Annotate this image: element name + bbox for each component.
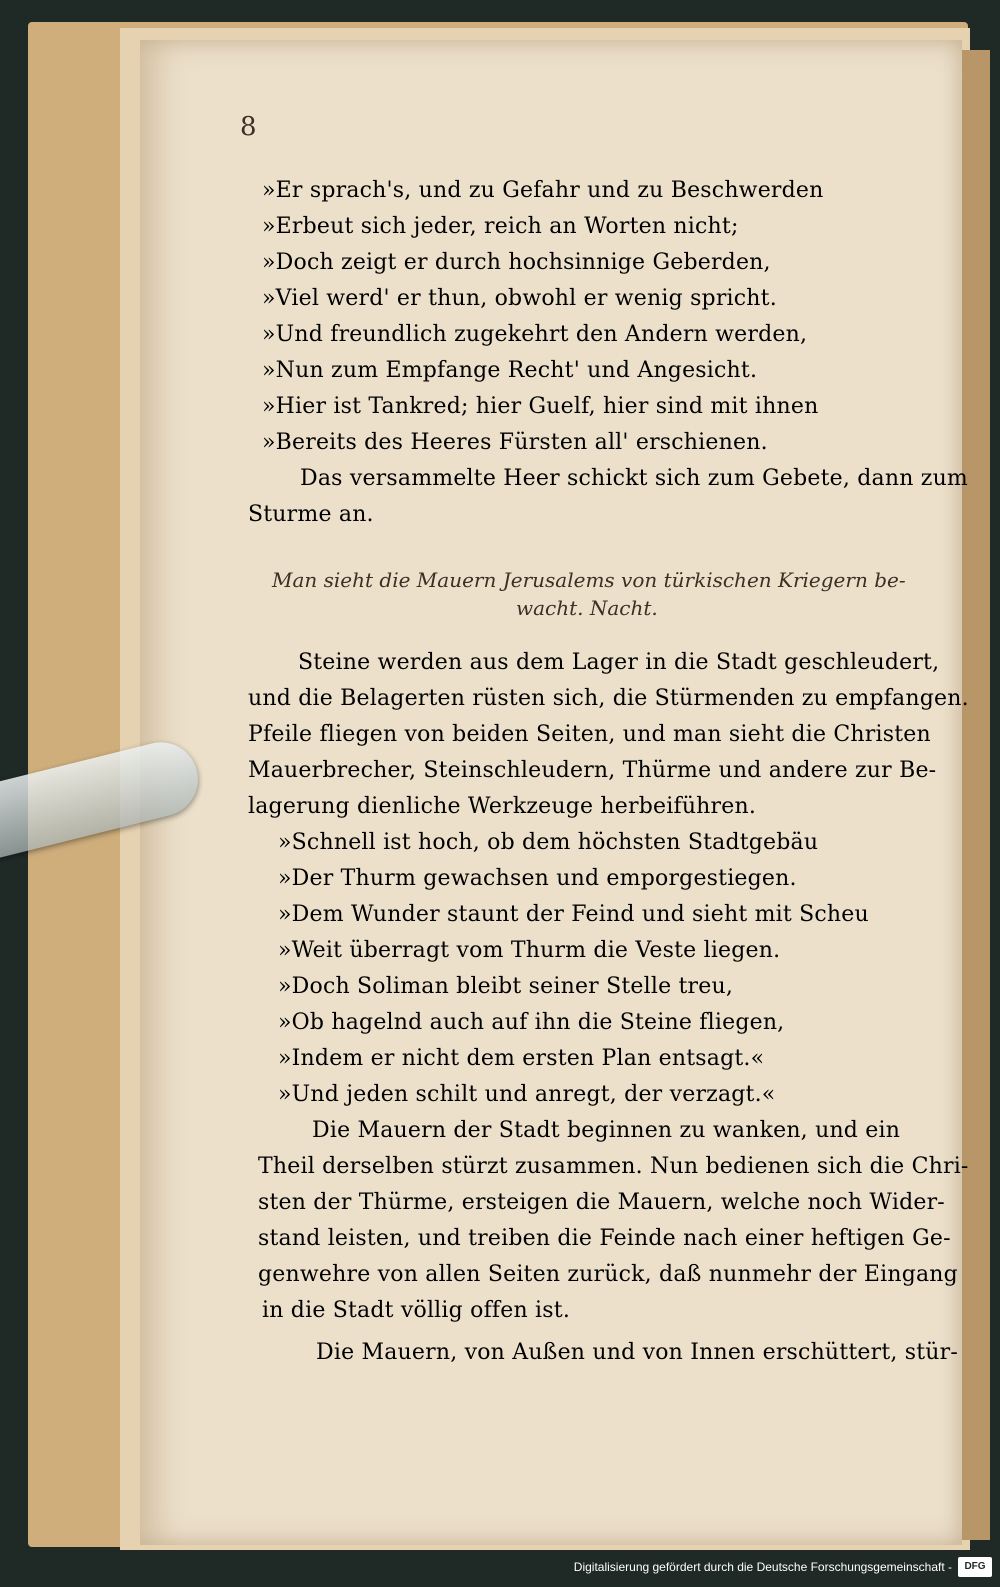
- prose-line: Die Mauern der Stadt beginnen zu wanken, und ein: [312, 1118, 901, 1143]
- verse-line: »Viel werd' er thun, obwohl er wenig spricht.: [262, 286, 777, 311]
- stage-direction: Man sieht die Mauern Jerusalems von türkischen Kriegern be-: [272, 568, 906, 592]
- prose-line: Das versammelte Heer schickt sich zum Gebete, dann zum: [300, 466, 968, 491]
- verse-line: »Indem er nicht dem ersten Plan entsagt.«: [278, 1046, 765, 1071]
- verse-line: »Hier ist Tankred; hier Guelf, hier sind mit ihnen: [262, 394, 819, 419]
- verse-line: »Und jeden schilt und anregt, der verzagt.«: [278, 1082, 776, 1107]
- prose-line: Steine werden aus dem Lager in die Stadt geschleudert,: [298, 650, 940, 675]
- verse-line: »Dem Wunder staunt der Feind und sieht mit Scheu: [278, 902, 869, 927]
- verse-line: »Ob hagelnd auch auf ihn die Steine fliegen,: [278, 1010, 785, 1035]
- prose-line: stand leisten, und treiben die Feinde nach einer heftigen Ge-: [258, 1226, 951, 1251]
- prose-line: sten der Thürme, ersteigen die Mauern, welche noch Wider-: [258, 1190, 945, 1215]
- verse-line: »Erbeut sich jeder, reich an Worten nicht;: [262, 214, 739, 239]
- prose-line: Pfeile fliegen von beiden Seiten, und man sieht die Christen: [248, 722, 931, 747]
- verse-line: »Schnell ist hoch, ob dem höchsten Stadtgebäu: [278, 830, 819, 855]
- prose-line: Sturme an.: [248, 502, 374, 527]
- dfg-logo-icon: DFG: [958, 1557, 992, 1577]
- prose-line: Mauerbrecher, Steinschleudern, Thürme und andere zur Be-: [248, 758, 937, 783]
- verse-line: »Der Thurm gewachsen und emporgestiegen.: [278, 866, 797, 891]
- prose-line: Die Mauern, von Außen und von Innen erschüttert, stür-: [316, 1340, 958, 1365]
- verse-line: »Bereits des Heeres Fürsten all' erschienen.: [262, 430, 768, 455]
- prose-line: und die Belagerten rüsten sich, die Stürmenden zu empfangen.: [248, 686, 969, 711]
- verse-line: »Nun zum Empfange Recht' und Angesicht.: [262, 358, 758, 383]
- prose-line: in die Stadt völlig offen ist.: [262, 1298, 571, 1323]
- prose-line: lagerung dienliche Werkzeuge herbeiführen.: [248, 794, 757, 819]
- verse-line: »Er sprach's, und zu Gefahr und zu Beschwerden: [262, 178, 824, 203]
- footer-credit: Digitalisierung gefördert durch die Deutsche Forschungsgemeinschaft -: [573, 1560, 952, 1574]
- verse-line: »Doch Soliman bleibt seiner Stelle treu,: [278, 974, 734, 999]
- prose-line: genwehre von allen Seiten zurück, daß nunmehr der Eingang: [258, 1262, 958, 1287]
- stage-direction: wacht. Nacht.: [516, 596, 658, 620]
- page-edge: [962, 50, 990, 1540]
- verse-line: »Doch zeigt er durch hochsinnige Geberden,: [262, 250, 771, 275]
- verse-line: »Und freundlich zugekehrt den Andern werden,: [262, 322, 808, 347]
- prose-line: Theil derselben stürzt zusammen. Nun bedienen sich die Chri-: [258, 1154, 969, 1179]
- verse-line: »Weit überragt vom Thurm die Veste liegen.: [278, 938, 781, 963]
- page-number: 8: [240, 112, 257, 142]
